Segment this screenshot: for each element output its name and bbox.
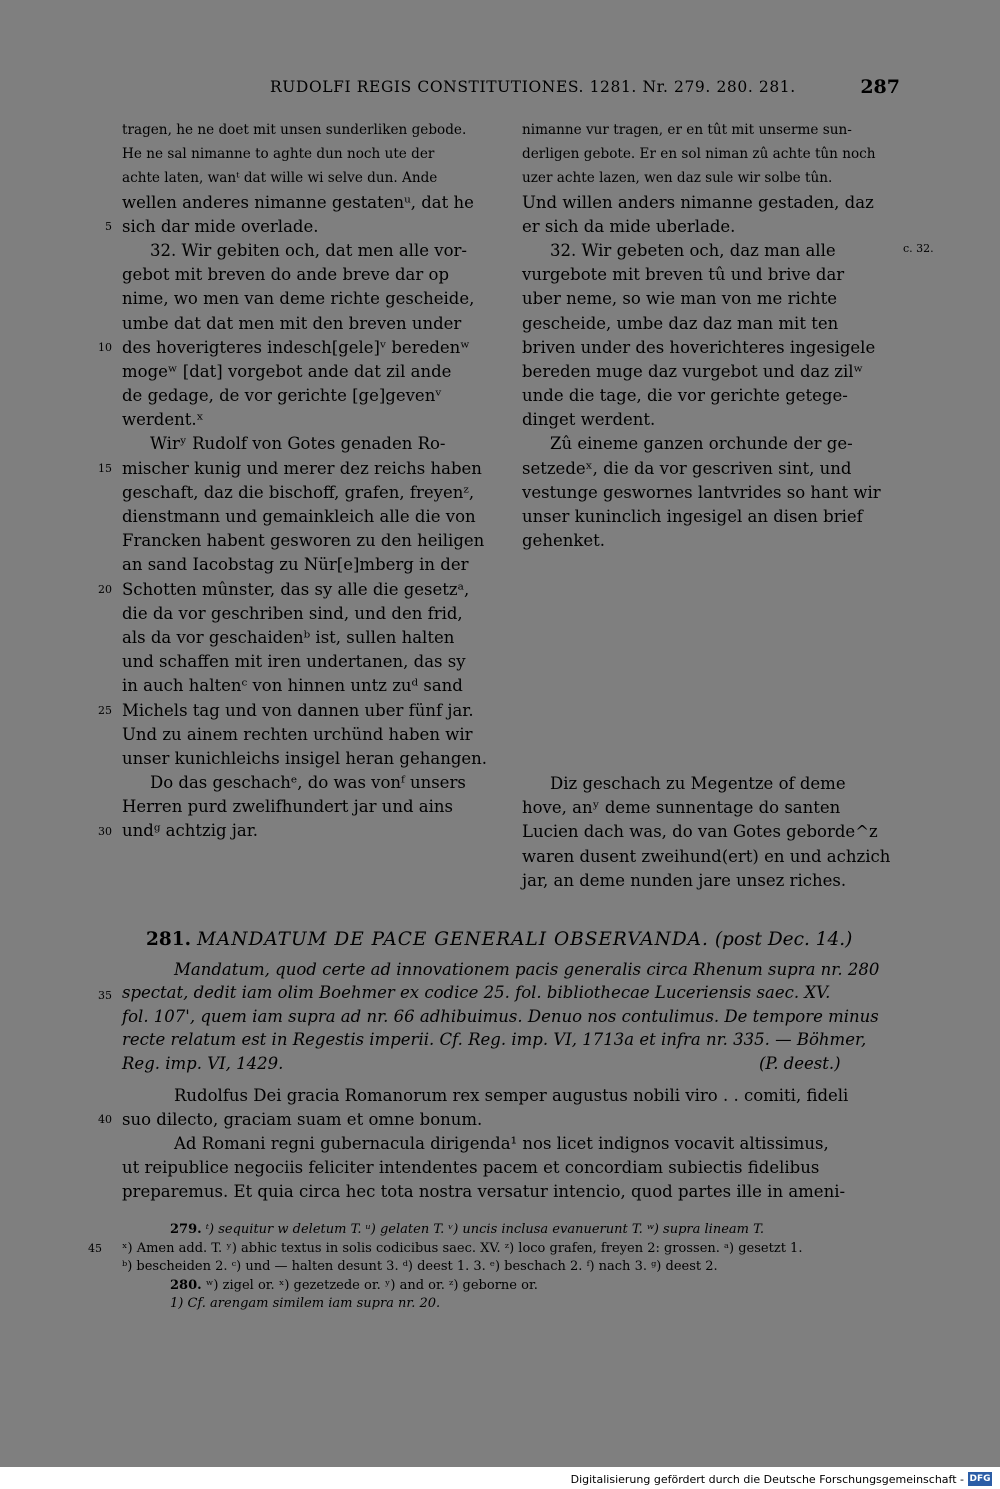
running-header xyxy=(122,78,900,102)
body-line: ut reipublice negociis feliciter intendentes pacem et concordiam subiectis fidelibus xyxy=(122,1158,820,1177)
intro-line: spectat, dedit iam olim Boehmer ex codice 25. fol. bibliothecae Luceriensis saec. XV. xyxy=(122,983,831,1003)
text-line: dinget werdent. xyxy=(522,410,656,430)
text-line: vestunge geswornes lantvrides so hant wir xyxy=(522,482,881,502)
footnote-label: 279. xyxy=(170,1222,202,1237)
footnote-line xyxy=(122,1277,900,1296)
line-number: 10 xyxy=(98,341,112,354)
footnote-text: ʷ) zigel or. ˣ) gezetzede or. ʸ) and or. ᶻ) geborne or. xyxy=(205,1277,538,1293)
right-column xyxy=(522,118,899,553)
text-line: Und zu ainem rechten urchünd haben wir xyxy=(122,724,473,744)
line-number: 20 xyxy=(98,583,112,596)
text-line: umbe dat dat men mit den breven under xyxy=(122,313,462,333)
text-line: derligen gebote. Er en sol niman zû achte tûn noch xyxy=(522,146,876,163)
left-column xyxy=(122,118,499,844)
text-line: Diz geschach zu Megentze of deme xyxy=(550,774,846,793)
text-line: Herren purd zwelifhundert jar und ains xyxy=(122,797,454,817)
text-line: als da vor geschaidenᵇ ist, sullen halten xyxy=(122,627,455,647)
line-number: 5 xyxy=(105,220,112,233)
footer-strip xyxy=(0,1467,1000,1489)
document-date: (post Dec. 14.) xyxy=(714,929,853,950)
text-line: gehenket. xyxy=(522,531,605,551)
text-line: briven under des hoverichteres ingesigele xyxy=(522,337,876,357)
intro-line: fol. 107', quem iam supra ad nr. 66 adhibuimus. Denuo nos contulimus. De tempore minus xyxy=(122,1006,879,1026)
footnote-line: ᵇ) bescheiden 2. ᶜ) und — halten desunt 3. ᵈ) deest 1. 3. ᵉ) beschach 2. ᶠ) nach 3. ᵍ) deest 2. xyxy=(122,1259,718,1274)
text-line: setzedeˣ, die da vor gescriven sint, und xyxy=(522,458,852,478)
intro-line xyxy=(122,1052,900,1075)
footnote-text: ˣ) Amen add. T. ʸ) abhic textus in solis codicibus saec. XV. ᶻ) loco grafen, freyen 2: grossen. ᵃ) gesetzt 1. xyxy=(122,1240,803,1256)
text-line: Zû eineme ganzen orchunde der ge- xyxy=(550,434,853,454)
text-line: Schotten mûnster, das sy alle die gesetzᵃ, xyxy=(122,579,470,599)
text-line: Michels tag und von dannen uber fünf jar. xyxy=(122,700,474,720)
body-line: Ad Romani regni gubernacula dirigenda¹ nos licet indignos vocavit altissimus, xyxy=(174,1134,829,1153)
document-heading: MANDATUM DE PACE GENERALI OBSERVANDA. xyxy=(196,929,709,950)
intro-line: recte relatum est in Regestis imperii. Cf. Reg. imp. VI, 1713a et infra nr. 335. — Böhmer, xyxy=(122,1030,867,1050)
text-line: dienstmann und gemainkleich alle die von xyxy=(122,507,476,526)
text-line: geschaft, daz die bischoff, grafen, freyenᶻ, xyxy=(122,482,475,502)
footnote-line xyxy=(88,1240,900,1259)
document-intro xyxy=(122,958,900,1075)
text-line: mogeʷ [dat] vorgebot ande dat zil ande xyxy=(122,361,452,381)
text-line: mischer kunig und merer dez reichs haben xyxy=(122,458,482,478)
text-line: unser kuninclich ingesigel an disen brief xyxy=(522,507,863,526)
text-line: in auch haltenᶜ von hinnen untz zuᵈ sand xyxy=(122,676,463,696)
document-title xyxy=(122,928,900,952)
intro-citation: Reg. imp. VI, 1429. xyxy=(122,1053,284,1073)
text-line: jar, an deme nunden jare unsez riches. xyxy=(522,870,847,890)
footnotes xyxy=(88,1221,900,1314)
line-number: 35 xyxy=(98,989,112,1002)
text-line: gebot mit breven do ande breve dar op xyxy=(122,265,450,285)
text-line: tragen, he ne doet mit unsen sunderliken gebode. xyxy=(122,122,467,138)
text-line: bereden muge daz vurgebot und daz zilʷ xyxy=(522,361,864,381)
right-column-dating xyxy=(522,772,899,893)
text-line: nime, wo men van deme richte gescheide, xyxy=(122,289,475,309)
page-number: 287 xyxy=(860,76,900,98)
body-line: suo dilecto, graciam suam et omne bonum. xyxy=(122,1110,483,1129)
dfg-logo-icon: DFG xyxy=(969,1474,991,1484)
text-line: Francken habent gesworen zu den heiligen xyxy=(122,531,485,551)
line-number: 40 xyxy=(98,1113,112,1126)
footnote-label: 280. xyxy=(170,1277,202,1293)
line-number: 45 xyxy=(88,1241,102,1255)
text-line: uber neme, so wie man von me richte xyxy=(522,289,837,309)
text-line: He ne sal nimanne to aghte dun noch ute der xyxy=(122,146,435,163)
line-number: 25 xyxy=(98,704,112,717)
text-line: Wirʸ Rudolf von Gotes genaden Ro- xyxy=(150,434,446,454)
text-line: nimanne vur tragen, er en tût mit unserme sun- xyxy=(522,122,852,138)
document-number: 281. xyxy=(146,929,192,950)
body-line: preparemus. Et quia circa hec tota nostra versatur intencio, quod partes ille in ameni- xyxy=(122,1182,846,1201)
footnote-text: ᵗ) sequitur w deletum T. ᵘ) gelaten T. ᵛ) uncis inclusa evanuerunt T. ʷ) supra lineam T. xyxy=(205,1222,765,1237)
text-line: Und willen anders nimanne gestaden, daz xyxy=(522,192,874,212)
document-body xyxy=(122,1084,900,1204)
text-line: an sand Iacobstag zu Nür[e]mberg in der xyxy=(122,555,469,575)
text-line: gescheide, umbe daz daz man mit ten xyxy=(522,313,839,333)
text-line: unde die tage, die vor gerichte getege- xyxy=(522,386,848,406)
text-line: undᵍ achtzig jar. xyxy=(122,821,259,841)
text-line: Lucien dach was, do van Gotes geborde^z xyxy=(522,822,878,842)
text-line: de gedage, de vor gerichte [ge]gevenᵛ xyxy=(122,386,442,406)
line-number: 15 xyxy=(98,462,112,475)
text-line: Do das geschachᵉ, do was vonᶠ unsers xyxy=(150,773,466,793)
text-line: 32. Wir gebeten och, daz man alle xyxy=(550,240,836,260)
text-line: waren dusent zweihund(ert) en und achzich xyxy=(522,846,891,866)
text-line: 32. Wir gebiten och, dat men alle vor- xyxy=(150,240,467,260)
text-line: und schaffen mit iren undertanen, das sy xyxy=(122,652,466,672)
marginal-note: c. 32. xyxy=(903,242,934,255)
text-line: sich dar mide overlade. xyxy=(122,216,319,236)
text-line: vurgebote mit breven tû und brive dar xyxy=(522,265,845,285)
text-line: achte laten, wanᵗ dat wille wi selve dun. Ande xyxy=(122,170,438,187)
text-line: des hoverigteres indesch[gele]ᵛ beredenʷ xyxy=(122,337,470,357)
text-line: unser kunichleichs insigel heran gehangen. xyxy=(122,748,488,768)
line-number: 30 xyxy=(98,825,112,838)
text-line: wellen anderes nimanne gestatenᵘ, dat he xyxy=(122,192,474,212)
text-line: die da vor geschriben sind, und den frid, xyxy=(122,603,463,623)
footnote-line: 1) Cf. arengam similem iam supra nr. 20. xyxy=(170,1296,441,1311)
text-line: uzer achte lazen, wen daz sule wir solbe tûn. xyxy=(522,170,833,187)
footer-credit: Digitalisierung gefördert durch die Deutsche Forschungsgemeinschaft - xyxy=(570,1473,964,1486)
text-line: werdent.ˣ xyxy=(122,410,204,430)
intro-line: Mandatum, quod certe ad innovationem pacis generalis circa Rhenum supra nr. 280 xyxy=(174,960,880,979)
body-line: Rudolfus Dei gracia Romanorum rex semper augustus nobili viro . . comiti, fideli xyxy=(174,1086,849,1105)
running-title: RUDOLFI REGIS CONSTITUTIONES. 1281. Nr. 279. 280. 281. xyxy=(270,78,796,96)
text-line: er sich da mide uberlade. xyxy=(522,216,736,236)
intro-source-note: (P. deest.) xyxy=(759,1053,841,1073)
footnote-line xyxy=(122,1221,900,1240)
text-line: hove, anʸ deme sunnentage do santen xyxy=(522,798,841,818)
